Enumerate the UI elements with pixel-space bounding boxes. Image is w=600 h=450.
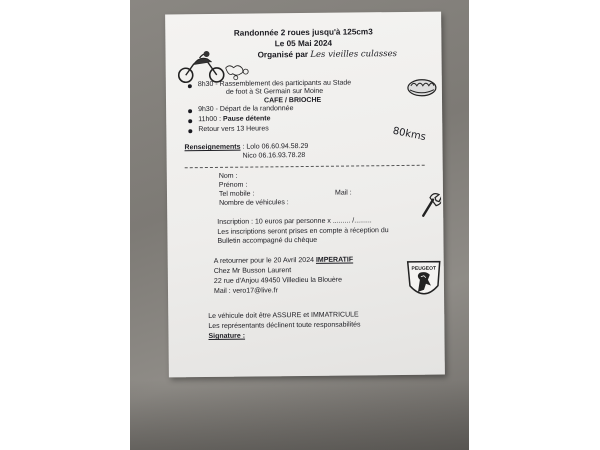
schedule-item-1-cont: de foot à St Germain sur Moine: [225, 87, 324, 96]
peugeot-logo: [404, 256, 444, 302]
mail-line: Mail : vero17@live.fr: [213, 287, 278, 295]
bullet-icon: [188, 129, 192, 133]
flyer-sheet: [165, 12, 445, 378]
legal-1: Le véhicule doit être ASSURE et IMMATRICULE: [208, 311, 359, 321]
schedule-item-3-time: 11h00 :: [198, 115, 222, 124]
title-line2: Le 05 Mai 2024: [274, 38, 333, 49]
form-vehicules: Nombre de véhicules :: [219, 199, 289, 207]
organised-label: Organisé par: [257, 49, 309, 60]
schedule-item-1: 8h30 - Rassemblement des participants au Stade: [197, 79, 352, 89]
info-contact-2: Nico 06.16.93.78.28: [242, 151, 306, 160]
wrench-drawing-icon: [419, 192, 441, 218]
form-mail: Mail :: [334, 189, 352, 197]
peugeot-logo-text: PEUGEOT: [411, 265, 437, 272]
inscription-note-1: Les inscriptions seront prises en compte à réception du: [217, 227, 389, 236]
cut-line: [185, 165, 425, 169]
info-contact-1: : Lolo 06.60.94.58.29: [242, 142, 309, 151]
return-imperatif: IMPERATIF: [315, 256, 354, 264]
bullet-icon: [188, 119, 192, 123]
address-2: 22 rue d'Anjou 49450 Villedieu la Blouère: [213, 276, 343, 285]
return-prefix: A retourner pour le 20 Avril 2024: [213, 256, 315, 265]
schedule-item-2: 9h30 - Départ de la randonnée: [198, 105, 294, 114]
title-line1: Randonnée 2 roues jusqu'à 125cm3: [233, 27, 373, 38]
signature-label: Signature :: [208, 332, 246, 341]
inscription-note-2: Bulletin accompagné du chèque: [217, 236, 318, 245]
schedule-item-3: [198, 115, 270, 124]
inscription-line: Inscription : 10 euros par personne x ......... /.........: [217, 217, 372, 226]
schedule-item-4: Retour vers 13 Heures: [198, 125, 269, 134]
schedule-item-3-bold: Pause détente: [222, 115, 271, 123]
info-line: [184, 143, 308, 152]
organised-line: [257, 50, 397, 59]
brioche-drawing-icon: [406, 74, 438, 98]
legal-2: Les représentants déclinent toute responsabilités: [208, 321, 361, 331]
distance-note: 80kms: [391, 125, 427, 144]
form-nom: Nom :: [218, 172, 238, 180]
form-tel: Tel mobile :: [218, 190, 255, 198]
photo-background: [130, 0, 469, 450]
bullet-icon: [188, 84, 192, 88]
cafe-brioche: CAFE / BRIOCHE: [263, 96, 322, 105]
organiser-name: Les vieilles culasses: [310, 49, 398, 60]
floor-shadow: [130, 380, 469, 450]
form-prenom: Prénom :: [218, 181, 248, 189]
return-line: [214, 256, 354, 265]
address-1: Chez Mr Busson Laurent: [213, 267, 292, 275]
bullet-icon: [188, 109, 192, 113]
info-label: Renseignements: [184, 143, 241, 152]
